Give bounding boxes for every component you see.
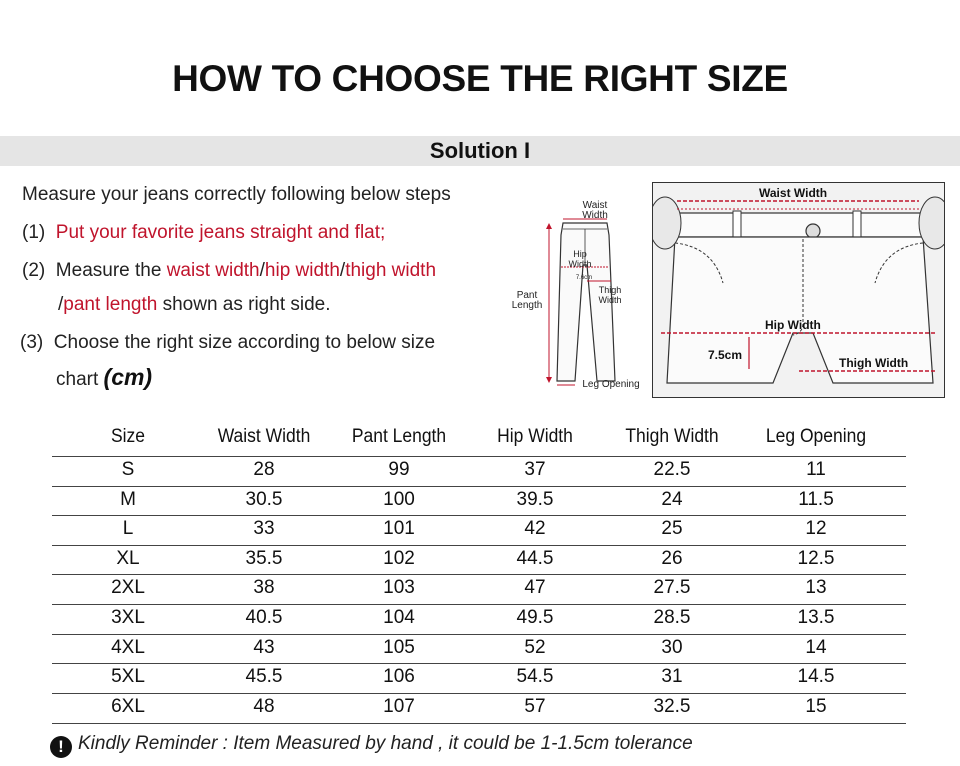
table-cell: 105 <box>383 636 415 658</box>
solution-label: Solution I <box>429 138 531 163</box>
table-cell: 100 <box>383 488 415 510</box>
big-waist-label: Waist Width <box>759 186 828 200</box>
table-cell: 22.5 <box>653 459 691 480</box>
unit-label: (cm) <box>103 364 153 390</box>
table-cell: 28 <box>253 459 275 480</box>
step-2-post: shown as right side. <box>157 294 331 315</box>
table-cell: 32.5 <box>653 695 691 717</box>
page-title: HOW TO CHOOSE THE RIGHT SIZE <box>172 58 788 99</box>
table-cell: 99 <box>388 459 410 480</box>
table-cell: 101 <box>383 518 415 540</box>
jeans-sketch-diagram <box>505 195 655 395</box>
table-cell: 40.5 <box>245 607 283 628</box>
table-cell: 30.5 <box>245 488 283 510</box>
table-cell: 6XL <box>111 695 145 717</box>
column-header: Thigh Width <box>625 426 719 447</box>
small-leg-label: Leg Opening <box>582 379 640 390</box>
step-3-line2 <box>56 364 152 391</box>
table-cell: 38 <box>253 577 275 599</box>
step-2-thigh: thigh width <box>345 260 437 281</box>
table-cell: 57 <box>524 695 546 717</box>
step-2-pre: Measure the <box>55 260 167 281</box>
table-cell: 45.5 <box>245 666 283 688</box>
table-cell: 102 <box>383 547 415 569</box>
table-cell: 49.5 <box>516 607 554 628</box>
small-measure-label: 7.6cm <box>575 275 593 281</box>
step-1 <box>22 222 385 244</box>
table-cell: 104 <box>383 607 415 628</box>
reminder-note <box>50 733 693 758</box>
column-header: Leg Opening <box>765 426 867 447</box>
column-header: Pant Length <box>351 426 447 447</box>
table-cell: 25 <box>661 518 683 540</box>
table-cell: 48 <box>253 695 275 717</box>
table-row <box>52 545 906 576</box>
step-2-sep1: / <box>259 260 265 281</box>
step-3-number: (3) <box>20 332 44 353</box>
step-1-text: Put your favorite jeans straight and flat; <box>55 222 386 243</box>
table-cell: 5XL <box>111 666 145 688</box>
reminder-text: Item Measured by hand , it could be 1-1.5cm tolerance <box>227 733 693 754</box>
table-cell: 43 <box>253 636 275 658</box>
step-2-waist: waist width <box>166 260 260 281</box>
step-2-line2 <box>58 294 331 316</box>
table-cell: 44.5 <box>516 547 554 569</box>
table-cell: 33 <box>253 518 275 540</box>
big-thigh-label: Thigh Width <box>839 356 909 370</box>
big-hip-label: Hip Width <box>765 318 821 332</box>
table-header <box>52 418 906 456</box>
column-header: Hip Width <box>497 426 573 447</box>
warning-icon: ! <box>50 736 72 758</box>
table-cell: 24 <box>661 488 683 510</box>
table-row <box>52 515 906 546</box>
step-3 <box>20 332 435 354</box>
table-cell: 30 <box>661 636 683 658</box>
table-cell: 35.5 <box>245 547 283 569</box>
big-measure-label: 7.5cm <box>708 348 743 362</box>
reminder-label: Kindly Reminder : <box>78 733 228 754</box>
table-cell: 13.5 <box>797 607 835 628</box>
table-cell: 11.5 <box>798 488 834 510</box>
table-cell: 27.5 <box>653 577 691 599</box>
table-cell: 13 <box>805 577 827 599</box>
table-row <box>52 456 906 487</box>
table-cell: 14.5 <box>797 666 835 688</box>
step-1-number: (1) <box>22 222 46 243</box>
step-2-pant: pant length <box>63 294 158 315</box>
step-2-number: (2) <box>22 260 46 281</box>
table-cell: 106 <box>383 666 415 688</box>
table-cell: 15 <box>805 695 827 717</box>
table-cell: 107 <box>383 695 415 717</box>
table-cell: 26 <box>661 547 683 569</box>
table-cell: 14 <box>805 636 827 658</box>
step-2-hip: hip width <box>264 260 340 281</box>
column-header: Size <box>110 426 146 447</box>
measurement-photo-diagram <box>652 182 945 398</box>
table-cell: 37 <box>524 459 546 480</box>
step-2 <box>22 260 436 282</box>
small-pant-label: Pant Length <box>511 290 543 311</box>
table-cell: 3XL <box>111 607 145 628</box>
table-cell: L <box>122 518 134 540</box>
table-row <box>52 663 906 694</box>
table-cell: 54.5 <box>516 666 554 688</box>
table-cell: 11 <box>806 459 826 480</box>
table-cell: XL <box>116 547 140 569</box>
small-thigh-label: Thigh Width <box>598 285 622 305</box>
step-3-text: Choose the right size according to below size <box>53 332 436 353</box>
table-cell: 31 <box>661 666 683 688</box>
table-cell: 4XL <box>111 636 145 658</box>
table-row <box>52 604 906 635</box>
step-2-line2-sep: / <box>58 294 64 315</box>
table-row <box>52 634 906 665</box>
column-header: Waist Width <box>217 426 311 447</box>
table-cell: 12.5 <box>797 547 835 569</box>
table-cell: 28.5 <box>653 607 691 628</box>
table-cell: 12 <box>805 518 827 540</box>
table-row <box>52 693 906 725</box>
step-2-sep2: / <box>339 260 346 281</box>
table-cell: 39.5 <box>516 488 554 510</box>
step-3-chart: chart <box>56 369 99 390</box>
table-cell: 2XL <box>111 577 145 599</box>
table-cell: M <box>120 488 136 510</box>
table-cell: 52 <box>524 636 546 658</box>
table-cell: 47 <box>524 577 546 599</box>
table-row <box>52 486 906 517</box>
small-hip-label: Hip Width <box>568 249 592 269</box>
table-cell: 42 <box>524 518 546 540</box>
table-row <box>52 574 906 605</box>
small-waist-label: Waist Width <box>582 200 608 221</box>
table-cell: S <box>121 459 135 480</box>
table-cell: 103 <box>383 577 415 599</box>
steps-intro: Measure your jeans correctly following below steps <box>22 184 451 205</box>
